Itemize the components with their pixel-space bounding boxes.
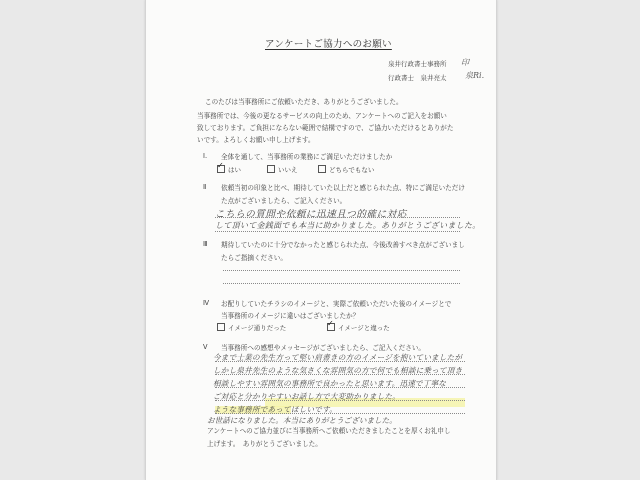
q2-number: Ⅱ [203, 183, 207, 191]
intro-line-3: 致しております。ご負担にならない範囲で結構ですので、ご協力いただけるとありがた [197, 124, 454, 132]
q1-option-neutral[interactable] [318, 165, 374, 174]
q2-text-line-1: 依頼当初の印象と比べ、期待していた以上だと感じられた点、特にご満足いただけ [221, 184, 465, 192]
q1-option-yes[interactable] [217, 165, 241, 174]
q5-text: 当事務所への感想やメッセージがございましたら、ご記入ください。 [221, 344, 426, 352]
checkbox-icon[interactable] [217, 323, 225, 331]
q4-option-different[interactable] [327, 323, 390, 332]
page-right-edge [496, 0, 497, 480]
q1-option-no[interactable] [267, 165, 298, 174]
q5-handwritten-closing: お世話になりました。本当にありがとうございました。 [207, 416, 397, 425]
answer-line [215, 413, 465, 414]
q1-option-no-label: いいえ [278, 166, 298, 174]
q4-option-same[interactable] [217, 323, 286, 332]
q1-number: Ⅰ. [203, 152, 208, 160]
q5-handwritten-answer-3: 相談しやすい雰囲気の事務所で良かったと思います。迅速で丁寧な [213, 379, 447, 388]
q3-text-line-1: 期待していたのに十分でなかったと感じられた点、今後改善すべき点がございまし [221, 241, 465, 249]
q3-text-line-2: たらご指摘ください。 [221, 254, 287, 262]
office-seal: 印 [461, 58, 469, 67]
q4-option-different-label: イメージと違った [338, 324, 390, 332]
intro-line-1: このたびは当事務所にご依頼いただき、ありがとうございました。 [205, 98, 403, 106]
answer-line [215, 374, 465, 375]
q5-handwritten-answer-5: ような事務所であってほしいです。 [213, 405, 338, 414]
intro-line-2: 当事務所では、今後の更なるサービスの向上のため、アンケートへのご記入をお願い [197, 112, 447, 120]
q4-text-line-1: お配りしていたチラシのイメージと、実際ご依頼いただいた後のイメージとで [221, 300, 452, 308]
closing-line-1: アンケートへのご協力並びに当事務所へご依頼いただきましたことを厚くお礼申し [207, 427, 451, 435]
q2-text-line-2: た点がございましたら、ご記入ください。 [221, 197, 347, 205]
q4-number: Ⅳ [203, 299, 210, 307]
survey-title: アンケートご協力へのお願い [265, 39, 392, 50]
q5-handwritten-answer-4: ご対応と分かりやすいお話し方で大変助かりました。 [213, 392, 401, 401]
q1-option-neutral-label: どちらでもない [329, 166, 375, 174]
q1-option-yes-label: はい [228, 166, 241, 174]
signature: 泉Ri. [465, 71, 485, 80]
answer-line [215, 387, 465, 388]
q5-number: Ⅴ [203, 343, 208, 351]
q4-text-line-2: 当事務所のイメージに違いはございましたか？ [221, 312, 360, 320]
checkbox-icon[interactable] [267, 165, 275, 173]
q5-handwritten-answer-1: 今まで士業の先生方って堅い肩書きの方のイメージを抱いていましたが [213, 353, 463, 362]
q3-number: Ⅲ [203, 240, 208, 248]
q2-handwritten-answer-1: こちらの質問や依頼に迅速且つ的確に対応 [215, 209, 407, 220]
answer-line [215, 217, 460, 218]
checkbox-icon[interactable] [318, 165, 326, 173]
closing-line-2: 上げます。 ありがとうございました。 [207, 440, 322, 448]
answer-line [223, 270, 460, 271]
checkbox-icon[interactable] [327, 323, 335, 331]
q4-option-same-label: イメージ通りだった [228, 324, 287, 332]
answer-line [215, 361, 465, 362]
q5-handwritten-answer-2: しかし泉井先生のような気さくな雰囲気の方で何でも相談に乗って頂き [213, 366, 463, 375]
q1-text: 全体を通して、当事務所の業務にご満足いただけましたか [221, 153, 393, 161]
answer-line [223, 283, 460, 284]
document-page [145, 0, 497, 480]
q2-handwritten-answer-2: して頂いて金銭面でも本当に助かりました。ありがとうございました。 [215, 221, 481, 230]
office-person: 行政書士 泉井亮太 [388, 74, 447, 82]
answer-line [215, 231, 460, 232]
page-left-edge [145, 0, 146, 480]
answer-line [215, 400, 465, 401]
checkbox-icon[interactable] [217, 165, 225, 173]
intro-line-4: いです。よろしくお願い申し上げます。 [197, 136, 315, 144]
office-name: 泉井行政書士事務所 [388, 60, 447, 68]
